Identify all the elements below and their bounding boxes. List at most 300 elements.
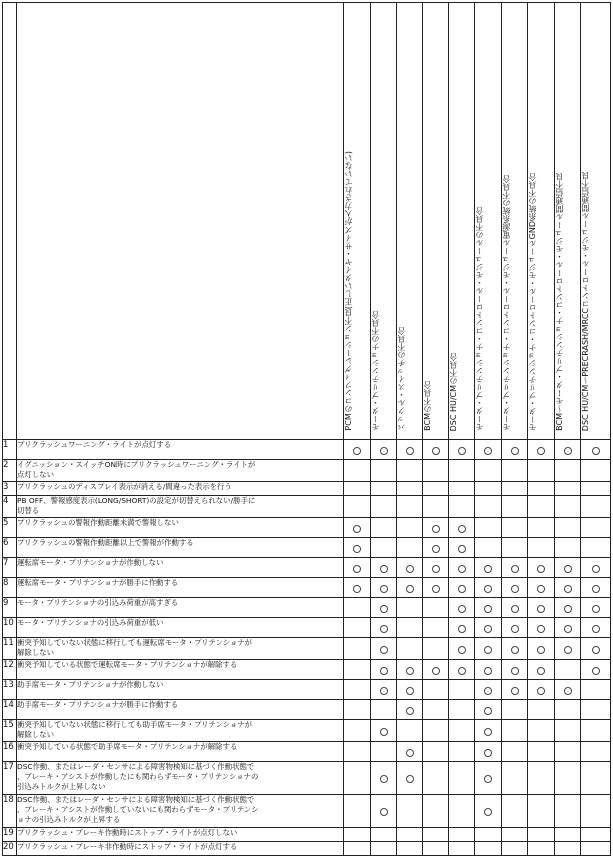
matrix-cell (581, 618, 611, 638)
table-row (3, 720, 611, 742)
table-row (3, 440, 611, 460)
circle-mark-icon (511, 646, 519, 654)
matrix-cell (581, 518, 611, 538)
circle-mark-icon (592, 625, 600, 633)
matrix-cell (581, 680, 611, 700)
header-number-cell (3, 3, 17, 440)
circle-mark-icon (458, 565, 466, 573)
matrix-cell (528, 742, 555, 762)
matrix-cell (502, 700, 528, 720)
matrix-cell (581, 440, 611, 460)
matrix-cell (528, 700, 555, 720)
matrix-cell (555, 638, 581, 660)
matrix-cell (581, 842, 611, 856)
circle-mark-icon (406, 565, 414, 573)
table-row (3, 578, 611, 598)
circle-mark-icon (432, 545, 440, 553)
symptom-description: DSC作動、またはレーダ・センサによる障害物検知に基づく作動状態で 、ブレーキ・アシストが作動したにも関わらずモータ・プリテンショナの 引込みトルクが上昇しない (17, 762, 344, 795)
matrix-cell (581, 795, 611, 828)
matrix-cell (475, 842, 502, 856)
matrix-cell (581, 496, 611, 518)
matrix-cell (371, 742, 397, 762)
circle-mark-icon (511, 667, 519, 675)
circle-mark-icon (458, 667, 466, 675)
matrix-cell (581, 742, 611, 762)
row-number: 10 (3, 618, 17, 638)
matrix-cell (449, 496, 475, 518)
circle-mark-icon (458, 545, 466, 553)
symptom-description: モータ・プリテンショナの引込み荷重が低い (17, 618, 344, 638)
matrix-cell (581, 762, 611, 795)
matrix-cell (423, 795, 449, 828)
matrix-cell (475, 440, 502, 460)
row-number: 19 (3, 828, 17, 842)
matrix-cell (423, 518, 449, 538)
matrix-cell (502, 482, 528, 496)
circle-mark-icon (511, 687, 519, 695)
circle-mark-icon (353, 447, 361, 455)
column-header-label: モータ・プリテンショナ・コントロール・モジュールの不具合 (475, 207, 484, 431)
symptom-description: 衝突予知していない状態に移行しても運転席モータ・プリテンショナが 解除しない (17, 638, 344, 660)
matrix-cell (581, 460, 611, 482)
matrix-cell (475, 518, 502, 538)
matrix-cell (555, 700, 581, 720)
matrix-cell (397, 795, 423, 828)
table-row (3, 482, 611, 496)
matrix-cell (344, 700, 371, 720)
circle-mark-icon (380, 605, 388, 613)
matrix-cell (449, 598, 475, 618)
row-number: 15 (3, 720, 17, 742)
matrix-cell (555, 538, 581, 558)
matrix-cell (528, 598, 555, 618)
matrix-cell (397, 680, 423, 700)
matrix-cell (581, 578, 611, 598)
matrix-cell (371, 618, 397, 638)
matrix-cell (344, 558, 371, 578)
matrix-cell (423, 496, 449, 518)
table-row (3, 618, 611, 638)
circle-mark-icon (380, 667, 388, 675)
matrix-cell (371, 795, 397, 828)
symptom-description: プリクラッシュ・ブレーキ作動時にストップ・ライトが点灯しない (17, 828, 344, 842)
matrix-cell (555, 680, 581, 700)
matrix-cell (371, 496, 397, 518)
column-header-label: PCMのコンフィグレーション不良(正しいタイヤ・サイズが入力されていない) (344, 151, 353, 431)
matrix-cell (423, 440, 449, 460)
circle-mark-icon (353, 525, 361, 533)
matrix-cell (449, 518, 475, 538)
matrix-cell (475, 496, 502, 518)
table-row (3, 558, 611, 578)
matrix-cell (555, 558, 581, 578)
matrix-cell (502, 558, 528, 578)
matrix-cell (449, 482, 475, 496)
matrix-cell (555, 720, 581, 742)
matrix-cell (502, 762, 528, 795)
row-number: 13 (3, 680, 17, 700)
matrix-cell (528, 538, 555, 558)
circle-mark-icon (406, 447, 414, 455)
matrix-cell (502, 618, 528, 638)
row-number: 8 (3, 578, 17, 598)
matrix-cell (475, 762, 502, 795)
matrix-cell (555, 496, 581, 518)
matrix-cell (581, 638, 611, 660)
matrix-cell (449, 720, 475, 742)
matrix-cell (555, 482, 581, 496)
matrix-cell (397, 828, 423, 842)
circle-mark-icon (380, 687, 388, 695)
circle-mark-icon (592, 646, 600, 654)
matrix-cell (423, 762, 449, 795)
matrix-cell (528, 762, 555, 795)
matrix-cell (344, 598, 371, 618)
circle-mark-icon (406, 667, 414, 675)
row-number: 3 (3, 482, 17, 496)
table-row (3, 638, 611, 660)
row-number: 5 (3, 518, 17, 538)
row-number: 17 (3, 762, 17, 795)
matrix-cell (423, 720, 449, 742)
matrix-cell (397, 558, 423, 578)
matrix-cell (555, 518, 581, 538)
matrix-cell (423, 482, 449, 496)
symptom-description: イグニッション・スイッチON時にプリクラッシュワーニング・ライトが 点灯しない (17, 460, 344, 482)
circle-mark-icon (380, 646, 388, 654)
matrix-cell (423, 638, 449, 660)
circle-mark-icon (537, 605, 545, 613)
row-number: 14 (3, 700, 17, 720)
matrix-cell (475, 578, 502, 598)
matrix-cell (371, 828, 397, 842)
symptom-description: 助手席モータ・プリテンショナが勝手に作動する (17, 700, 344, 720)
matrix-cell (344, 742, 371, 762)
table-row (3, 460, 611, 482)
circle-mark-icon (592, 667, 600, 675)
circle-mark-icon (432, 585, 440, 593)
symptom-description: 衝突予知している状態で運転席モータ・プリテンショナが解除する (17, 660, 344, 680)
table-row (3, 496, 611, 518)
matrix-cell (528, 680, 555, 700)
matrix-cell (371, 638, 397, 660)
matrix-cell (528, 795, 555, 828)
matrix-cell (475, 482, 502, 496)
circle-mark-icon (432, 447, 440, 455)
circle-mark-icon (564, 687, 572, 695)
matrix-cell (555, 795, 581, 828)
symptom-description: プリクラッシュ・ブレーキ非作動時にストップ・ライトが点灯する (17, 842, 344, 856)
row-number: 11 (3, 638, 17, 660)
matrix-cell (397, 538, 423, 558)
matrix-cell (502, 538, 528, 558)
circle-mark-icon (564, 565, 572, 573)
matrix-cell (449, 558, 475, 578)
circle-mark-icon (592, 605, 600, 613)
matrix-cell (371, 440, 397, 460)
column-header-label: モータ・プリテンショナの不具合 (371, 311, 380, 431)
row-number: 7 (3, 558, 17, 578)
matrix-cell (397, 842, 423, 856)
matrix-cell (502, 598, 528, 618)
matrix-cell (528, 842, 555, 856)
matrix-cell (344, 496, 371, 518)
table-row (3, 842, 611, 856)
circle-mark-icon (458, 646, 466, 654)
circle-mark-icon (537, 667, 545, 675)
matrix-cell (397, 638, 423, 660)
row-number: 12 (3, 660, 17, 680)
matrix-cell (344, 660, 371, 680)
circle-mark-icon (484, 625, 492, 633)
matrix-cell (475, 680, 502, 700)
circle-mark-icon (511, 447, 519, 455)
matrix-cell (475, 558, 502, 578)
column-header-3 (397, 3, 423, 440)
circle-mark-icon (406, 775, 414, 783)
circle-mark-icon (432, 565, 440, 573)
symptom-description: 助手席モータ・プリテンショナが作動しない (17, 680, 344, 700)
matrix-cell (397, 578, 423, 598)
column-header-label: BCMの不具合 (423, 381, 432, 431)
matrix-cell (344, 680, 371, 700)
column-header-label: モータ・プリテンショナ・コントロール・モジュール電源系統の不具合 (502, 175, 511, 431)
circle-mark-icon (484, 646, 492, 654)
matrix-cell (449, 762, 475, 795)
matrix-cell (555, 618, 581, 638)
matrix-cell (397, 660, 423, 680)
matrix-cell (528, 660, 555, 680)
matrix-cell (449, 742, 475, 762)
circle-mark-icon (353, 545, 361, 553)
matrix-cell (475, 618, 502, 638)
circle-mark-icon (458, 525, 466, 533)
matrix-cell (371, 762, 397, 795)
matrix-cell (502, 795, 528, 828)
row-number: 18 (3, 795, 17, 828)
matrix-cell (397, 482, 423, 496)
circle-mark-icon (484, 808, 492, 816)
matrix-cell (423, 842, 449, 856)
matrix-cell (449, 842, 475, 856)
matrix-cell (344, 762, 371, 795)
circle-mark-icon (511, 565, 519, 573)
matrix-cell (449, 538, 475, 558)
circle-mark-icon (484, 687, 492, 695)
circle-mark-icon (511, 605, 519, 613)
matrix-cell (423, 680, 449, 700)
table-row (3, 518, 611, 538)
circle-mark-icon (458, 625, 466, 633)
matrix-cell (344, 538, 371, 558)
circle-mark-icon (484, 667, 492, 675)
matrix-cell (371, 720, 397, 742)
matrix-cell (344, 638, 371, 660)
symptom-description: 衝突予知している状態で助手席モータ・プリテンショナが解除する (17, 742, 344, 762)
matrix-cell (397, 460, 423, 482)
matrix-cell (528, 720, 555, 742)
matrix-cell (423, 618, 449, 638)
matrix-cell (449, 700, 475, 720)
matrix-cell (371, 680, 397, 700)
matrix-cell (528, 578, 555, 598)
matrix-cell (344, 720, 371, 742)
matrix-cell (475, 720, 502, 742)
matrix-cell (528, 828, 555, 842)
matrix-cell (555, 742, 581, 762)
circle-mark-icon (484, 605, 492, 613)
matrix-cell (371, 598, 397, 618)
matrix-cell (344, 828, 371, 842)
matrix-cell (371, 842, 397, 856)
matrix-cell (475, 828, 502, 842)
table-row (3, 598, 611, 618)
matrix-cell (344, 518, 371, 538)
matrix-cell (475, 660, 502, 680)
circle-mark-icon (406, 687, 414, 695)
matrix-cell (344, 440, 371, 460)
circle-mark-icon (564, 605, 572, 613)
matrix-cell (528, 482, 555, 496)
circle-mark-icon (537, 447, 545, 455)
matrix-cell (397, 618, 423, 638)
header-symptom-cell (17, 3, 344, 440)
circle-mark-icon (458, 605, 466, 613)
circle-mark-icon (380, 728, 388, 736)
matrix-cell (397, 440, 423, 460)
matrix-cell (528, 440, 555, 460)
matrix-cell (581, 720, 611, 742)
matrix-cell (555, 660, 581, 680)
row-number: 1 (3, 440, 17, 460)
matrix-cell (555, 578, 581, 598)
matrix-cell (528, 558, 555, 578)
matrix-cell (502, 518, 528, 538)
circle-mark-icon (537, 625, 545, 633)
circle-mark-icon (484, 585, 492, 593)
row-number: 16 (3, 742, 17, 762)
matrix-cell (475, 538, 502, 558)
matrix-cell (423, 828, 449, 842)
column-header-2 (371, 3, 397, 440)
circle-mark-icon (537, 646, 545, 654)
matrix-cell (475, 598, 502, 618)
matrix-cell (502, 460, 528, 482)
matrix-cell (581, 558, 611, 578)
matrix-cell (371, 482, 397, 496)
column-header-7 (502, 3, 528, 440)
circle-mark-icon (380, 585, 388, 593)
circle-mark-icon (380, 625, 388, 633)
matrix-cell (397, 762, 423, 795)
matrix-cell (502, 720, 528, 742)
matrix-cell (502, 842, 528, 856)
circle-mark-icon (432, 667, 440, 675)
circle-mark-icon (406, 585, 414, 593)
column-header-5 (449, 3, 475, 440)
matrix-cell (475, 700, 502, 720)
symptom-description: 運転席モータ・プリテンショナが作動しない (17, 558, 344, 578)
circle-mark-icon (484, 775, 492, 783)
symptom-description: 衝突予知していない状態に移行しても助手席モータ・プリテンショナが 解除しない (17, 720, 344, 742)
matrix-cell (528, 638, 555, 660)
symptom-description: モータ・プリテンショナの引込み荷重が高すぎる (17, 598, 344, 618)
matrix-cell (502, 578, 528, 598)
matrix-cell (555, 762, 581, 795)
table-row (3, 680, 611, 700)
table-row (3, 660, 611, 680)
column-header-label: DSC HU/CM～PRECRASH/MRCCコントロール・モジュール間通信不良 (581, 171, 590, 431)
symptom-cause-matrix (2, 2, 611, 856)
matrix-cell (449, 638, 475, 660)
table-row (3, 538, 611, 558)
symptom-description: 運転席モータ・プリテンショナが勝手に作動する (17, 578, 344, 598)
row-number: 4 (3, 496, 17, 518)
matrix-cell (528, 518, 555, 538)
symptom-description: PB OFF、警報感度表示(LONG/SHORT)の設定が切替えられない/勝手に 切替る (17, 496, 344, 518)
matrix-cell (423, 538, 449, 558)
circle-mark-icon (564, 447, 572, 455)
circle-mark-icon (511, 585, 519, 593)
matrix-cell (475, 638, 502, 660)
circle-mark-icon (458, 585, 466, 593)
matrix-cell (502, 660, 528, 680)
symptom-description: プリクラッシュの警報作動距離未満で警報しない (17, 518, 344, 538)
matrix-cell (423, 460, 449, 482)
circle-mark-icon (592, 585, 600, 593)
matrix-cell (397, 496, 423, 518)
matrix-cell (528, 618, 555, 638)
circle-mark-icon (484, 707, 492, 715)
column-header-label: モータ・プリテンショナ・コントロール・モジュールGND系統の不具合 (528, 172, 537, 431)
matrix-cell (397, 518, 423, 538)
matrix-cell (449, 440, 475, 460)
column-header-label: BCM～モータ・プリテンショナ・コントロール・モジュール間通信不良 (555, 173, 564, 431)
matrix-cell (475, 795, 502, 828)
matrix-cell (449, 828, 475, 842)
circle-mark-icon (353, 565, 361, 573)
table-row (3, 795, 611, 828)
row-number: 20 (3, 842, 17, 856)
matrix-cell (423, 558, 449, 578)
matrix-cell (371, 660, 397, 680)
matrix-cell (371, 578, 397, 598)
symptom-description: プリクラッシュの警報作動距離以上で警報が作動する (17, 538, 344, 558)
matrix-cell (449, 578, 475, 598)
row-number: 2 (3, 460, 17, 482)
column-header-label: バックル・スイッチの不具合 (397, 327, 406, 431)
circle-mark-icon (406, 749, 414, 757)
matrix-cell (344, 618, 371, 638)
matrix-cell (475, 742, 502, 762)
matrix-cell (475, 460, 502, 482)
circle-mark-icon (380, 775, 388, 783)
matrix-cell (371, 700, 397, 720)
column-header-1 (344, 3, 371, 440)
matrix-cell (423, 578, 449, 598)
circle-mark-icon (458, 447, 466, 455)
circle-mark-icon (353, 585, 361, 593)
matrix-cell (371, 558, 397, 578)
matrix-body (3, 440, 611, 856)
matrix-cell (397, 700, 423, 720)
matrix-cell (581, 598, 611, 618)
matrix-cell (528, 460, 555, 482)
circle-mark-icon (380, 447, 388, 455)
column-header-10 (581, 3, 611, 440)
matrix-cell (344, 460, 371, 482)
column-header-8 (528, 3, 555, 440)
